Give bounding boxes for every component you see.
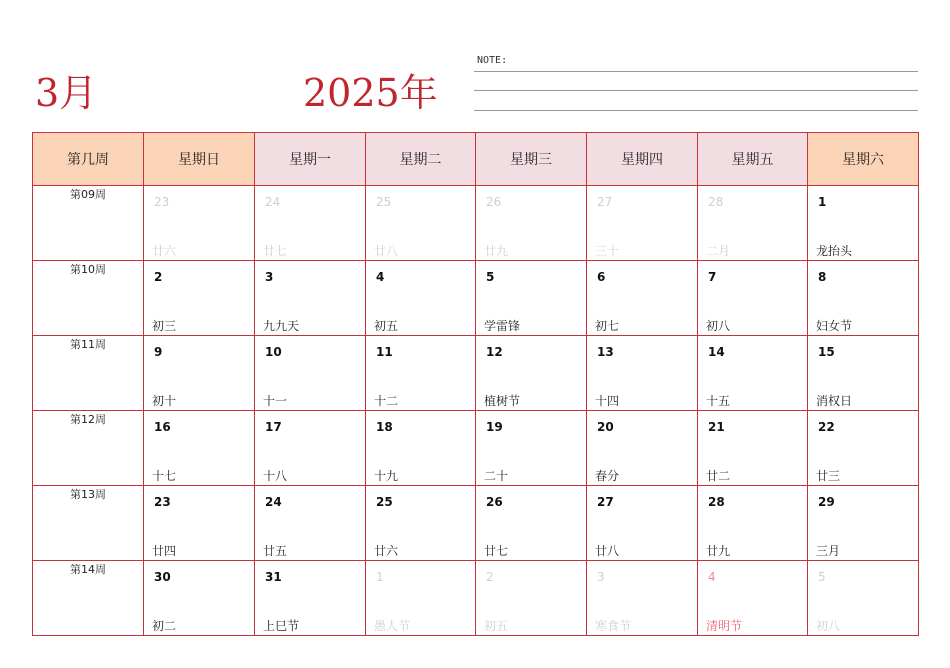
day-number: 16 <box>154 420 171 434</box>
lunar-date: 廿九 <box>484 244 509 258</box>
day-cell[interactable] <box>698 336 808 411</box>
week-row <box>33 486 919 561</box>
note-line <box>474 90 918 91</box>
year-title: 2025年 <box>303 71 438 115</box>
day-number: 23 <box>154 495 171 509</box>
week-number: 第11周 <box>33 336 144 411</box>
day-cell[interactable] <box>144 561 255 636</box>
day-number: 21 <box>708 420 725 434</box>
lunar-date: 十八 <box>263 469 288 483</box>
day-cell[interactable] <box>808 336 919 411</box>
day-cell[interactable] <box>366 261 476 336</box>
day-number: 3 <box>265 270 274 284</box>
day-cell[interactable] <box>698 561 808 636</box>
week-number: 第09周 <box>33 186 144 261</box>
day-cell[interactable] <box>366 486 476 561</box>
day-number: 27 <box>597 495 614 509</box>
lunar-date: 三十 <box>595 244 620 258</box>
day-number: 5 <box>818 570 826 584</box>
weekday-header: 星期四 <box>587 133 698 186</box>
lunar-date: 三月 <box>816 544 841 558</box>
day-number: 30 <box>154 570 171 584</box>
day-cell[interactable] <box>698 411 808 486</box>
lunar-date: 初七 <box>595 319 620 333</box>
week-row <box>33 186 919 261</box>
day-cell[interactable] <box>808 561 919 636</box>
day-number: 1 <box>376 570 384 584</box>
weekday-header-row <box>33 133 919 186</box>
calendar-grid <box>32 132 919 636</box>
weekday-header: 星期二 <box>366 133 476 186</box>
weekday-header: 星期六 <box>808 133 919 186</box>
lunar-date: 上巳节 <box>263 619 300 633</box>
day-number: 27 <box>597 195 613 209</box>
lunar-date: 初五 <box>484 619 509 633</box>
lunar-date: 春分 <box>595 469 620 483</box>
day-cell[interactable] <box>808 186 919 261</box>
day-number: 22 <box>818 420 835 434</box>
day-number: 15 <box>818 345 835 359</box>
lunar-date: 初十 <box>152 394 177 408</box>
lunar-date: 十四 <box>595 394 620 408</box>
day-cell[interactable] <box>587 186 698 261</box>
day-cell[interactable] <box>587 261 698 336</box>
day-cell[interactable] <box>698 261 808 336</box>
day-cell[interactable] <box>255 261 366 336</box>
lunar-date: 初八 <box>816 619 841 633</box>
lunar-date: 廿八 <box>595 544 620 558</box>
day-cell[interactable] <box>144 261 255 336</box>
day-number: 14 <box>708 345 725 359</box>
note-line <box>474 110 918 111</box>
lunar-date: 廿六 <box>374 544 399 558</box>
day-cell[interactable] <box>698 486 808 561</box>
weekday-header: 星期日 <box>144 133 255 186</box>
day-number: 26 <box>486 195 502 209</box>
day-cell[interactable] <box>255 561 366 636</box>
day-number: 25 <box>376 195 392 209</box>
lunar-date: 廿三 <box>816 469 841 483</box>
lunar-date: 龙抬头 <box>816 244 853 258</box>
day-number: 10 <box>265 345 282 359</box>
day-cell[interactable] <box>366 561 476 636</box>
day-cell[interactable] <box>144 186 255 261</box>
day-number: 28 <box>708 195 724 209</box>
day-cell[interactable] <box>366 411 476 486</box>
weekday-header: 星期五 <box>698 133 808 186</box>
day-number: 25 <box>376 495 393 509</box>
day-cell[interactable] <box>255 336 366 411</box>
day-number: 5 <box>486 270 495 284</box>
lunar-date: 十七 <box>152 469 177 483</box>
day-number: 3 <box>597 570 605 584</box>
day-cell[interactable] <box>255 186 366 261</box>
lunar-date: 学雷锋 <box>484 319 521 333</box>
day-cell[interactable] <box>255 486 366 561</box>
day-number: 31 <box>265 570 282 584</box>
day-cell[interactable] <box>476 411 587 486</box>
week-row <box>33 261 919 336</box>
lunar-date: 廿五 <box>263 544 288 558</box>
day-cell[interactable] <box>476 561 587 636</box>
lunar-date: 消权日 <box>816 394 853 408</box>
lunar-date: 二月 <box>706 244 731 258</box>
day-number: 11 <box>376 345 393 359</box>
day-number: 20 <box>597 420 614 434</box>
lunar-date: 初八 <box>706 319 731 333</box>
weekday-header: 星期一 <box>255 133 366 186</box>
week-number: 第12周 <box>33 411 144 486</box>
lunar-date: 廿九 <box>706 544 731 558</box>
day-number: 17 <box>265 420 282 434</box>
lunar-date: 十九 <box>374 469 399 483</box>
lunar-date: 寒食节 <box>595 619 632 633</box>
day-cell[interactable] <box>366 336 476 411</box>
week-row <box>33 336 919 411</box>
day-number: 2 <box>486 570 494 584</box>
lunar-date: 初三 <box>152 319 177 333</box>
lunar-date: 清明节 <box>706 619 743 633</box>
lunar-date: 初二 <box>152 619 177 633</box>
lunar-date: 廿二 <box>706 469 731 483</box>
day-cell[interactable] <box>808 261 919 336</box>
week-number: 第13周 <box>33 486 144 561</box>
day-number: 26 <box>486 495 503 509</box>
lunar-date: 妇女节 <box>816 319 853 333</box>
lunar-date: 廿七 <box>484 544 509 558</box>
day-number: 6 <box>597 270 606 284</box>
lunar-date: 二十 <box>484 469 509 483</box>
week-number: 第14周 <box>33 561 144 636</box>
day-cell[interactable] <box>698 186 808 261</box>
day-number: 24 <box>265 195 281 209</box>
day-cell[interactable] <box>808 486 919 561</box>
lunar-date: 愚人节 <box>374 619 411 633</box>
day-number: 13 <box>597 345 614 359</box>
day-number: 18 <box>376 420 393 434</box>
day-cell[interactable] <box>144 486 255 561</box>
day-number: 28 <box>708 495 725 509</box>
note-line <box>474 71 918 72</box>
day-number: 4 <box>376 270 385 284</box>
day-number: 9 <box>154 345 163 359</box>
lunar-date: 十二 <box>374 394 399 408</box>
day-cell[interactable] <box>587 486 698 561</box>
week-number: 第10周 <box>33 261 144 336</box>
day-number: 7 <box>708 270 717 284</box>
day-number: 1 <box>818 195 827 209</box>
day-number: 24 <box>265 495 282 509</box>
lunar-date: 十五 <box>706 394 731 408</box>
day-cell[interactable] <box>587 411 698 486</box>
lunar-date: 植树节 <box>484 394 521 408</box>
week-row <box>33 411 919 486</box>
day-cell[interactable] <box>476 336 587 411</box>
lunar-date: 廿四 <box>152 544 177 558</box>
day-cell[interactable] <box>476 486 587 561</box>
day-cell[interactable] <box>144 336 255 411</box>
week-row <box>33 561 919 636</box>
day-number: 8 <box>818 270 827 284</box>
lunar-date: 初五 <box>374 319 399 333</box>
week-number-header: 第几周 <box>33 133 144 186</box>
lunar-date: 廿六 <box>152 244 177 258</box>
day-cell[interactable] <box>476 186 587 261</box>
note-label: NOTE: <box>477 55 508 66</box>
weekday-header: 星期三 <box>476 133 587 186</box>
day-cell[interactable] <box>144 411 255 486</box>
day-number: 19 <box>486 420 503 434</box>
day-cell[interactable] <box>476 261 587 336</box>
lunar-date: 九九天 <box>263 319 300 333</box>
day-number: 23 <box>154 195 170 209</box>
lunar-date: 廿八 <box>374 244 399 258</box>
day-number: 12 <box>486 345 503 359</box>
day-number: 4 <box>708 570 716 584</box>
lunar-date: 廿七 <box>263 244 288 258</box>
day-cell[interactable] <box>808 411 919 486</box>
day-cell[interactable] <box>587 336 698 411</box>
day-cell[interactable] <box>255 411 366 486</box>
day-number: 2 <box>154 270 163 284</box>
day-cell[interactable] <box>366 186 476 261</box>
day-number: 29 <box>818 495 835 509</box>
lunar-date: 十一 <box>263 394 288 408</box>
month-title: 3月 <box>35 71 98 115</box>
day-cell[interactable] <box>587 561 698 636</box>
